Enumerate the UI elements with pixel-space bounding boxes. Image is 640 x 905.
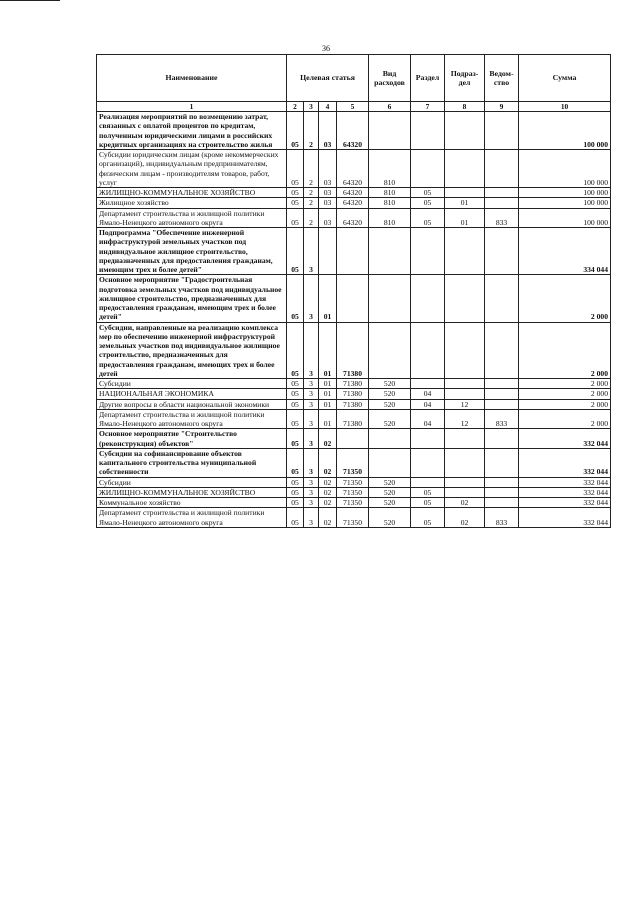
row-name: Субсидии на софинансирование объектов капитального строительства муниципальной собственности xyxy=(97,448,287,477)
expense-type-cell: 810 xyxy=(369,150,411,188)
section-cell xyxy=(411,379,445,389)
target-code-4: 71380 xyxy=(337,409,369,429)
expense-type-cell xyxy=(369,228,411,275)
row-name: ЖИЛИЩНО-КОММУНАЛЬНОЕ ХОЗЯЙСТВО xyxy=(97,487,287,497)
expense-type-cell xyxy=(369,112,411,150)
section-cell xyxy=(411,275,445,322)
target-code-1: 05 xyxy=(287,409,304,429)
target-code-1: 05 xyxy=(287,228,304,275)
table-row xyxy=(97,112,611,150)
target-code-4: 71350 xyxy=(337,487,369,497)
table-row xyxy=(97,150,611,188)
subsection-cell: 02 xyxy=(445,508,485,528)
section-cell xyxy=(411,322,445,379)
column-number: 1 xyxy=(97,102,287,112)
expense-type-cell: 520 xyxy=(369,389,411,399)
row-name: Реализация мероприятий по возмещению затрат, связанных с оплатой процентов по кредитам, полученным юридическими лицами в российских кредитных организациях на строительство жилья xyxy=(97,112,287,150)
target-code-2: 3 xyxy=(304,477,319,487)
target-code-3: 02 xyxy=(319,448,337,477)
column-number: 8 xyxy=(445,102,485,112)
target-code-1: 05 xyxy=(287,389,304,399)
department-cell xyxy=(485,399,519,409)
target-code-4: 71350 xyxy=(337,508,369,528)
header-expense-type: Вид расходов xyxy=(369,55,411,102)
table-row xyxy=(97,448,611,477)
target-code-2: 3 xyxy=(304,275,319,322)
target-code-1: 05 xyxy=(287,448,304,477)
department-cell xyxy=(485,477,519,487)
sum-cell: 100 000 xyxy=(519,198,611,208)
table-row xyxy=(97,389,611,399)
target-code-4: 64320 xyxy=(337,150,369,188)
target-code-3: 01 xyxy=(319,399,337,409)
subsection-cell xyxy=(445,150,485,188)
target-code-4: 71350 xyxy=(337,498,369,508)
sum-cell: 332 044 xyxy=(519,477,611,487)
column-number: 7 xyxy=(411,102,445,112)
target-code-3: 03 xyxy=(319,150,337,188)
target-code-1: 05 xyxy=(287,275,304,322)
sum-cell: 332 044 xyxy=(519,429,611,449)
target-code-3: 03 xyxy=(319,188,337,198)
target-code-1: 05 xyxy=(287,498,304,508)
row-name: Департамент строительства и жилищной политики Ямало-Ненецкого автономного округа xyxy=(97,409,287,429)
target-code-2: 3 xyxy=(304,389,319,399)
row-name: Департамент строительства и жилищной политики Ямало-Ненецкого автономного округа xyxy=(97,508,287,528)
target-code-2: 3 xyxy=(304,487,319,497)
column-number: 9 xyxy=(485,102,519,112)
subsection-cell: 12 xyxy=(445,399,485,409)
expense-type-cell: 520 xyxy=(369,379,411,389)
section-cell: 04 xyxy=(411,409,445,429)
department-cell xyxy=(485,228,519,275)
target-code-3: 03 xyxy=(319,112,337,150)
department-cell xyxy=(485,275,519,322)
subsection-cell xyxy=(445,379,485,389)
sum-cell: 332 044 xyxy=(519,487,611,497)
table-row xyxy=(97,429,611,449)
target-code-2: 3 xyxy=(304,322,319,379)
target-code-1: 05 xyxy=(287,208,304,228)
department-cell xyxy=(485,112,519,150)
target-code-3: 03 xyxy=(319,198,337,208)
target-code-4: 64320 xyxy=(337,188,369,198)
department-cell xyxy=(485,487,519,497)
sum-cell: 334 044 xyxy=(519,228,611,275)
column-number: 4 xyxy=(319,102,337,112)
row-name: Департамент строительства и жилищной политики Ямало-Ненецкого автономного округа xyxy=(97,208,287,228)
target-code-1: 05 xyxy=(287,198,304,208)
column-number-row xyxy=(97,102,611,112)
target-code-3: 01 xyxy=(319,379,337,389)
sum-cell: 332 044 xyxy=(519,448,611,477)
target-code-1: 05 xyxy=(287,477,304,487)
department-cell xyxy=(485,429,519,449)
section-cell xyxy=(411,228,445,275)
target-code-2: 3 xyxy=(304,448,319,477)
subsection-cell xyxy=(445,429,485,449)
target-code-4: 71380 xyxy=(337,379,369,389)
target-code-1: 05 xyxy=(287,188,304,198)
column-number: 3 xyxy=(304,102,319,112)
department-cell xyxy=(485,379,519,389)
column-number: 5 xyxy=(337,102,369,112)
target-code-2: 3 xyxy=(304,498,319,508)
target-code-4: 71380 xyxy=(337,389,369,399)
subsection-cell xyxy=(445,188,485,198)
section-cell: 04 xyxy=(411,399,445,409)
table-row xyxy=(97,275,611,322)
header-name: Наименование xyxy=(97,55,287,102)
section-cell: 05 xyxy=(411,208,445,228)
header-row xyxy=(97,55,611,102)
target-code-1: 05 xyxy=(287,379,304,389)
row-name: НАЦИОНАЛЬНАЯ ЭКОНОМИКА xyxy=(97,389,287,399)
target-code-3: 03 xyxy=(319,208,337,228)
target-code-4 xyxy=(337,228,369,275)
section-cell: 05 xyxy=(411,498,445,508)
row-name: Другие вопросы в области национальной экономики xyxy=(97,399,287,409)
target-code-1: 05 xyxy=(287,399,304,409)
row-name: Основное мероприятие "Градостроительная подготовка земельных участков под индивидуальное жилищное строительство, предназначенных для предоставления гражданам, имеющим трех и более детей" xyxy=(97,275,287,322)
target-code-2: 2 xyxy=(304,198,319,208)
department-cell: 833 xyxy=(485,409,519,429)
section-cell: 05 xyxy=(411,508,445,528)
subsection-cell xyxy=(445,112,485,150)
top-rule xyxy=(0,0,60,1)
table-row xyxy=(97,379,611,389)
expense-type-cell: 520 xyxy=(369,487,411,497)
target-code-4 xyxy=(337,429,369,449)
table-row xyxy=(97,498,611,508)
target-code-4: 71380 xyxy=(337,322,369,379)
header-section: Раздел xyxy=(411,55,445,102)
target-code-2: 3 xyxy=(304,429,319,449)
target-code-4: 64320 xyxy=(337,112,369,150)
section-cell xyxy=(411,429,445,449)
target-code-3: 01 xyxy=(319,409,337,429)
page-number: 36 xyxy=(322,44,330,53)
expense-type-cell: 810 xyxy=(369,198,411,208)
section-cell: 05 xyxy=(411,188,445,198)
table-row xyxy=(97,477,611,487)
expense-type-cell: 810 xyxy=(369,188,411,198)
row-name: Субсидии xyxy=(97,379,287,389)
sum-cell: 2 000 xyxy=(519,409,611,429)
expense-type-cell: 520 xyxy=(369,409,411,429)
header-sum: Сумма xyxy=(519,55,611,102)
sum-cell: 100 000 xyxy=(519,150,611,188)
sum-cell: 2 000 xyxy=(519,322,611,379)
table-row xyxy=(97,322,611,379)
table-row xyxy=(97,188,611,198)
sum-cell: 100 000 xyxy=(519,112,611,150)
subsection-cell: 02 xyxy=(445,498,485,508)
sum-cell: 2 000 xyxy=(519,275,611,322)
target-code-2: 3 xyxy=(304,409,319,429)
target-code-3: 02 xyxy=(319,487,337,497)
subsection-cell xyxy=(445,389,485,399)
expense-type-cell: 520 xyxy=(369,498,411,508)
row-name: ЖИЛИЩНО-КОММУНАЛЬНОЕ ХОЗЯЙСТВО xyxy=(97,188,287,198)
row-name: Жилищное хозяйство xyxy=(97,198,287,208)
subsection-cell xyxy=(445,487,485,497)
table-row xyxy=(97,487,611,497)
department-cell xyxy=(485,448,519,477)
table-row xyxy=(97,508,611,528)
expense-type-cell: 520 xyxy=(369,477,411,487)
expense-type-cell xyxy=(369,448,411,477)
section-cell xyxy=(411,448,445,477)
target-code-4: 71350 xyxy=(337,477,369,487)
sum-cell: 2 000 xyxy=(519,379,611,389)
header-subsection: Подраз-дел xyxy=(445,55,485,102)
subsection-cell xyxy=(445,448,485,477)
target-code-2: 2 xyxy=(304,150,319,188)
subsection-cell xyxy=(445,275,485,322)
section-cell: 05 xyxy=(411,198,445,208)
expense-type-cell xyxy=(369,275,411,322)
header-target: Целевая статья xyxy=(287,55,369,102)
table-row xyxy=(97,399,611,409)
target-code-4: 64320 xyxy=(337,198,369,208)
column-number: 2 xyxy=(287,102,304,112)
target-code-3: 02 xyxy=(319,477,337,487)
target-code-4: 64320 xyxy=(337,208,369,228)
department-cell: 833 xyxy=(485,508,519,528)
target-code-2: 3 xyxy=(304,379,319,389)
target-code-2: 3 xyxy=(304,399,319,409)
department-cell xyxy=(485,498,519,508)
row-name: Субсидии, направленные на реализацию комплекса мер по обеспечению инженерной инфраструктурой земельных участков под индивидуальное жилищное строительство, предназначенных для предоставления гражданам, имеющих трех и более детей xyxy=(97,322,287,379)
subsection-cell: 12 xyxy=(445,409,485,429)
expense-type-cell xyxy=(369,322,411,379)
table-row xyxy=(97,228,611,275)
department-cell: 833 xyxy=(485,208,519,228)
target-code-1: 05 xyxy=(287,150,304,188)
row-name: Субсидии xyxy=(97,477,287,487)
target-code-2: 3 xyxy=(304,508,319,528)
target-code-2: 2 xyxy=(304,188,319,198)
budget-table xyxy=(96,54,611,528)
row-name: Субсидии юридическим лицам (кроме некоммерческих организаций), индивидуальным предпринимателям, физическим лицам - производителям товаров, работ, услуг xyxy=(97,150,287,188)
target-code-1: 05 xyxy=(287,322,304,379)
target-code-2: 2 xyxy=(304,112,319,150)
department-cell xyxy=(485,198,519,208)
table-row xyxy=(97,409,611,429)
target-code-3: 01 xyxy=(319,389,337,399)
target-code-3: 01 xyxy=(319,275,337,322)
sum-cell: 100 000 xyxy=(519,188,611,198)
sum-cell: 332 044 xyxy=(519,508,611,528)
header-department: Ведом-ство xyxy=(485,55,519,102)
subsection-cell: 01 xyxy=(445,208,485,228)
column-number: 6 xyxy=(369,102,411,112)
target-code-3: 02 xyxy=(319,498,337,508)
target-code-4: 71380 xyxy=(337,399,369,409)
target-code-1: 05 xyxy=(287,112,304,150)
subsection-cell xyxy=(445,228,485,275)
target-code-4 xyxy=(337,275,369,322)
sum-cell: 2 000 xyxy=(519,389,611,399)
table-row xyxy=(97,198,611,208)
row-name: Подпрограмма "Обеспечение инженерной инфраструктурой земельных участков под индивидуальное жилищное строительство, предназначенных для предоставления гражданам, имеющим трех и более детей" xyxy=(97,228,287,275)
target-code-2: 2 xyxy=(304,208,319,228)
section-cell xyxy=(411,477,445,487)
target-code-3: 02 xyxy=(319,508,337,528)
column-number: 10 xyxy=(519,102,611,112)
row-name: Основное мероприятие "Строительство (реконструкция) объектов" xyxy=(97,429,287,449)
sum-cell: 332 044 xyxy=(519,498,611,508)
section-cell xyxy=(411,112,445,150)
section-cell xyxy=(411,150,445,188)
section-cell: 05 xyxy=(411,487,445,497)
subsection-cell xyxy=(445,477,485,487)
target-code-1: 05 xyxy=(287,487,304,497)
expense-type-cell: 520 xyxy=(369,508,411,528)
target-code-3: 01 xyxy=(319,322,337,379)
department-cell xyxy=(485,389,519,399)
sum-cell: 2 000 xyxy=(519,399,611,409)
sum-cell: 100 000 xyxy=(519,208,611,228)
subsection-cell: 01 xyxy=(445,198,485,208)
target-code-3: 02 xyxy=(319,429,337,449)
target-code-4: 71350 xyxy=(337,448,369,477)
target-code-3 xyxy=(319,228,337,275)
department-cell xyxy=(485,322,519,379)
row-name: Коммунальное хозяйство xyxy=(97,498,287,508)
expense-type-cell xyxy=(369,429,411,449)
subsection-cell xyxy=(445,322,485,379)
expense-type-cell: 520 xyxy=(369,399,411,409)
section-cell: 04 xyxy=(411,389,445,399)
target-code-1: 05 xyxy=(287,429,304,449)
table-row xyxy=(97,208,611,228)
department-cell xyxy=(485,150,519,188)
target-code-2: 3 xyxy=(304,228,319,275)
department-cell xyxy=(485,188,519,198)
expense-type-cell: 810 xyxy=(369,208,411,228)
target-code-1: 05 xyxy=(287,508,304,528)
